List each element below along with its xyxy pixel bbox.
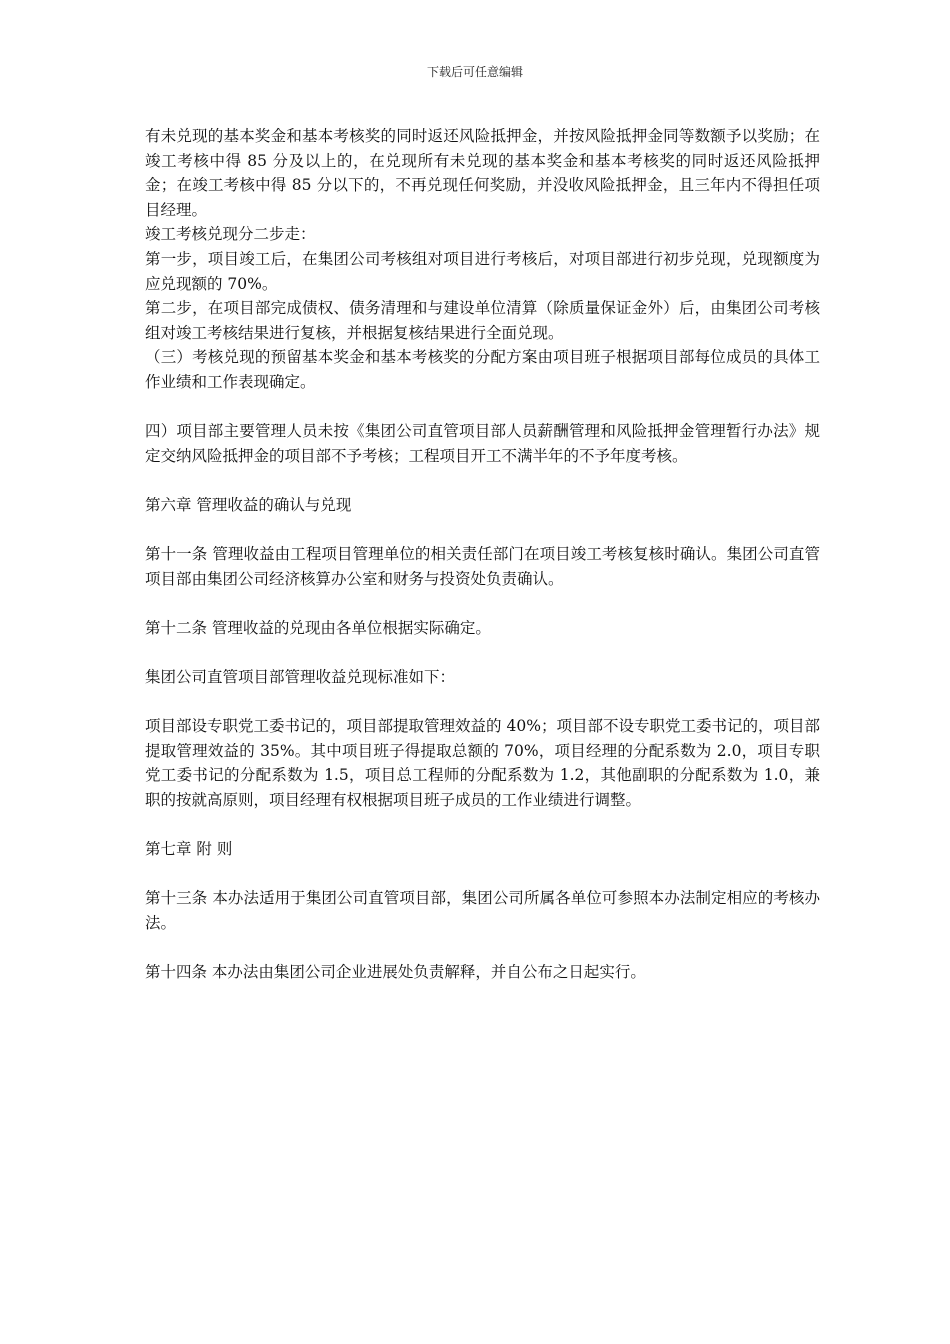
page-header: 下载后可任意编辑 [426,65,523,79]
article-twelve: 第十二条 管理收益的兑现由各单位根据实际确定。 [145,618,491,637]
document-body [145,124,820,985]
paragraph-step-one: 第一步，项目竣工后，在集团公司考核组对项目进行考核后，对项目部进行初步兑现，兑现额度为应兑现额的 70%。 [145,249,820,293]
paragraph-two-steps: 竣工考核兑现分二步走： [145,225,316,244]
paragraph-deposit-return: 有未兑现的基本奖金和基本考核奖的同时返还风险抵押金，并按风险抵押金同等数额予以奖励；在竣工考核中得 85 分及以上的，在兑现所有未兑现的基本奖金和基本考核奖的同时返还风险抵押金；在竣工考核中得 85 分以下的，不再兑现任何奖励，并没收风险抵押金，且三年内不得担任项目经理。 [145,127,820,219]
paragraph-item-three: （三）考核兑现的预留基本奖金和基本考核奖的分配方案由项目班子根据项目部每位成员的具体工作业绩和工作表现确定。 [145,348,820,391]
article-fourteen: 第十四条 本办法由集团公司企业进展处负责解释，并自公布之日起实行。 [145,963,646,982]
article-eleven: 第十一条 管理收益由工程项目管理单位的相关责任部门在项目竣工考核复核时确认。集团公司直管项目部由集团公司经济核算办公室和财务与投资处负责确认。 [145,545,820,588]
paragraph-item-four: 四）项目部主要管理人员未按《集团公司直管项目部人员薪酬管理和风险抵押金管理暂行办法》规定交纳风险抵押金的项目部不予考核；工程项目开工不满半年的不予年度考核。 [145,422,820,465]
paragraph-standard-intro: 集团公司直管项目部管理收益兑现标准如下： [145,668,456,687]
article-thirteen: 第十三条 本办法适用于集团公司直管项目部，集团公司所属各单位可参照本办法制定相应的考核办法。 [145,889,820,932]
chapter-six-heading: 第六章 管理收益的确认与兑现 [145,495,352,514]
chapter-seven-heading: 第七章 附 则 [145,840,233,859]
paragraph-step-two: 第二步，在项目部完成债权、债务清理和与建设单位清算（除质量保证金外）后，由集团公司考核组对竣工考核结果进行复核，并根据复核结果进行全面兑现。 [145,299,820,342]
paragraph-distribution-rules: 项目部设专职党工委书记的，项目部提取管理效益的 40%；项目部不设专职党工委书记的，项目部提取管理效益的 35%。其中项目班子得提取总额的 70%，项目经理的分配系数为 2.0，项目专职党工委书记的分配系数为 1.5，项目总工程师的分配系数为 1.2，其他副职的分配系数为 1.0，兼职的按就高原则，项目经理有权根据项目班子成员的工作业绩进行调整。 [145,717,820,810]
